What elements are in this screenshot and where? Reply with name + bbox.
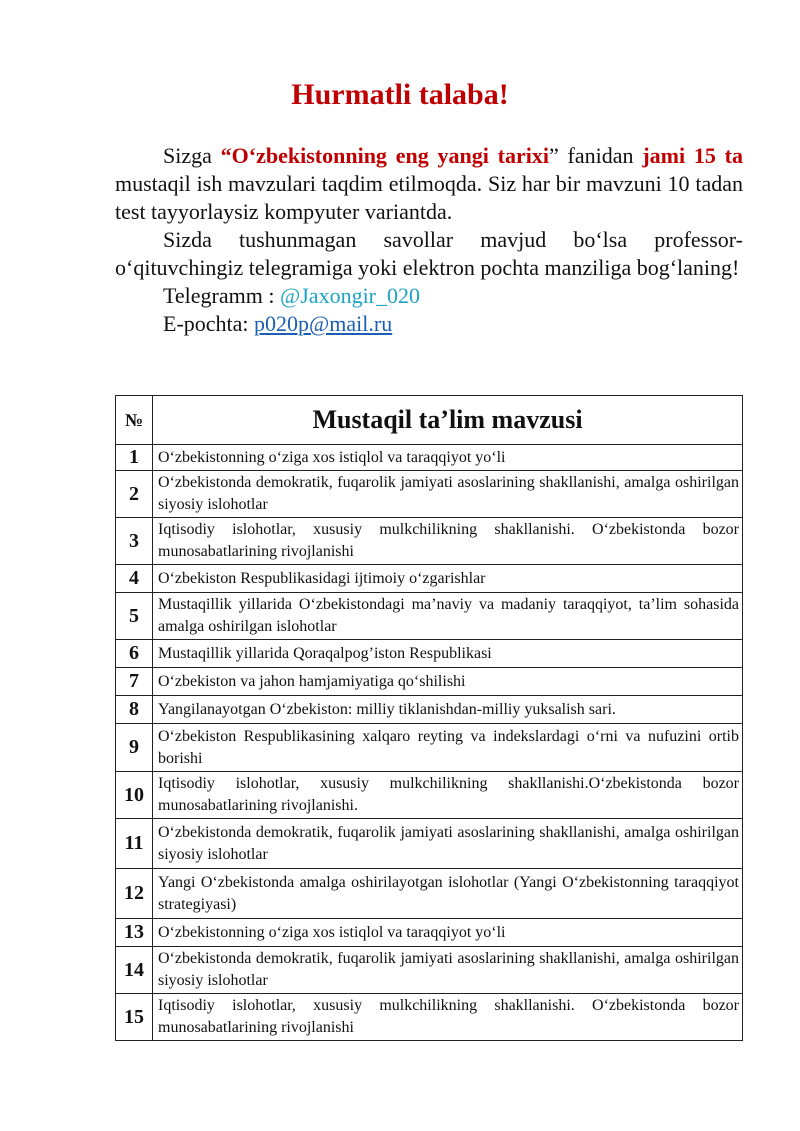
- row-topic: Yangi O‘zbekistonda amalga oshirilayotgan islohotlar (Yangi O‘zbekistonning taraqqiyot strategiyasi): [153, 869, 743, 919]
- row-number: 11: [116, 819, 153, 869]
- row-number: 2: [116, 471, 153, 518]
- table-row: [116, 445, 743, 471]
- row-number: 15: [116, 994, 153, 1041]
- row-topic: O‘zbekistonda demokratik, fuqarolik jamiyati asoslarining shakllanishi, amalga oshirilgan siyosiy islohotlar: [153, 819, 743, 869]
- row-topic: O‘zbekistonda demokratik, fuqarolik jamiyati asoslarining shakllanishi, amalga oshirilgan siyosiy islohotlar: [153, 947, 743, 994]
- subject-name: “O‘zbekistonning eng yangi tarixi: [220, 143, 549, 168]
- row-topic: Iqtisodiy islohotlar, xususiy mulkchilikning shakllanishi. O‘zbekistonda bozor munosabatlarining rivojlanishi: [153, 994, 743, 1041]
- table-row: [116, 994, 743, 1041]
- table-header-row: [116, 396, 743, 445]
- row-number: 13: [116, 919, 153, 947]
- page-title: Hurmatli talaba!: [291, 78, 509, 111]
- row-topic: Mustaqillik yillarida O‘zbekistondagi ma’naviy va madaniy taraqqiyot, ta’lim sohasida amalga oshirilgan islohotlar: [153, 593, 743, 640]
- row-number: 12: [116, 869, 153, 919]
- table-row: [116, 593, 743, 640]
- table-row: [116, 819, 743, 869]
- row-number: 1: [116, 445, 153, 471]
- telegram-label: Telegramm :: [163, 283, 280, 308]
- table-row: [116, 565, 743, 593]
- table-row: [116, 668, 743, 696]
- email-label: E-pochta:: [163, 311, 255, 336]
- intro-text: [115, 142, 743, 338]
- row-topic: Mustaqillik yillarida Qoraqalpog’iston Respublikasi: [153, 640, 743, 668]
- number-column-header: №: [116, 396, 153, 445]
- row-topic: O‘zbekistonning o‘ziga xos istiqlol va taraqqiyot yo‘li: [153, 919, 743, 947]
- topics-table: [115, 395, 743, 1041]
- table-row: [116, 696, 743, 724]
- row-number: 10: [116, 772, 153, 819]
- table-row: [116, 518, 743, 565]
- row-topic: O‘zbekistonning o‘ziga xos istiqlol va taraqqiyot yo‘li: [153, 445, 743, 471]
- topic-column-header: Mustaqil ta’lim mavzusi: [153, 396, 743, 445]
- table-row: [116, 869, 743, 919]
- email-link[interactable]: p020p@mail.ru: [254, 311, 393, 336]
- row-topic: O‘zbekistonda demokratik, fuqarolik jamiyati asoslarining shakllanishi, amalga oshirilgan siyosiy islohotlar: [153, 471, 743, 518]
- row-number: 7: [116, 668, 153, 696]
- row-topic: Iqtisodiy islohotlar, xususiy mulkchilikning shakllanishi. O‘zbekistonda bozor munosabatlarining rivojlanishi: [153, 518, 743, 565]
- row-number: 8: [116, 696, 153, 724]
- row-number: 14: [116, 947, 153, 994]
- table-row: [116, 640, 743, 668]
- table-row: [116, 724, 743, 772]
- table-row: [116, 772, 743, 819]
- intro-text-span: ” fanidan: [548, 143, 643, 168]
- intro-text-span: mustaqil ish mavzulari taqdim etilmoqda. Siz har bir mavzuni 10 tadan test tayyorlaysiz kompyuter variantda.: [115, 171, 743, 224]
- email-line: [115, 310, 743, 338]
- row-topic: Iqtisodiy islohotlar, xususiy mulkchilikning shakllanishi.O‘zbekistonda bozor munosabatlarining rivojlanishi.: [153, 772, 743, 819]
- row-number: 5: [116, 593, 153, 640]
- row-topic: O‘zbekiston va jahon hamjamiyatiga qo‘shilishi: [153, 668, 743, 696]
- table-row: [116, 947, 743, 994]
- row-topic: Yangilanayotgan O‘zbekiston: milliy tiklanishdan-milliy yuksalish sari.: [153, 696, 743, 724]
- table-row: [116, 919, 743, 947]
- row-topic: O‘zbekiston Respublikasidagi ijtimoiy o‘zgarishlar: [153, 565, 743, 593]
- row-number: 6: [116, 640, 153, 668]
- topic-count: jami 15 ta: [642, 143, 743, 168]
- table-row: [116, 471, 743, 518]
- row-number: 9: [116, 724, 153, 772]
- intro-paragraph-2: Sizda tushunmagan savollar mavjud bo‘lsa professor-o‘qituvchingiz telegramiga yoki elektron pochta manziliga bog‘laning!: [115, 227, 743, 280]
- intro-paragraph-1: [115, 142, 743, 226]
- row-number: 3: [116, 518, 153, 565]
- telegram-handle-link[interactable]: @Jaxongir_020: [279, 283, 421, 308]
- row-number: 4: [116, 565, 153, 593]
- telegram-line: [115, 282, 743, 310]
- row-topic: O‘zbekiston Respublikasining xalqaro reyting va indekslardagi o‘rni va nufuzini ortib borishi: [153, 724, 743, 772]
- intro-text-span: Sizga: [163, 143, 221, 168]
